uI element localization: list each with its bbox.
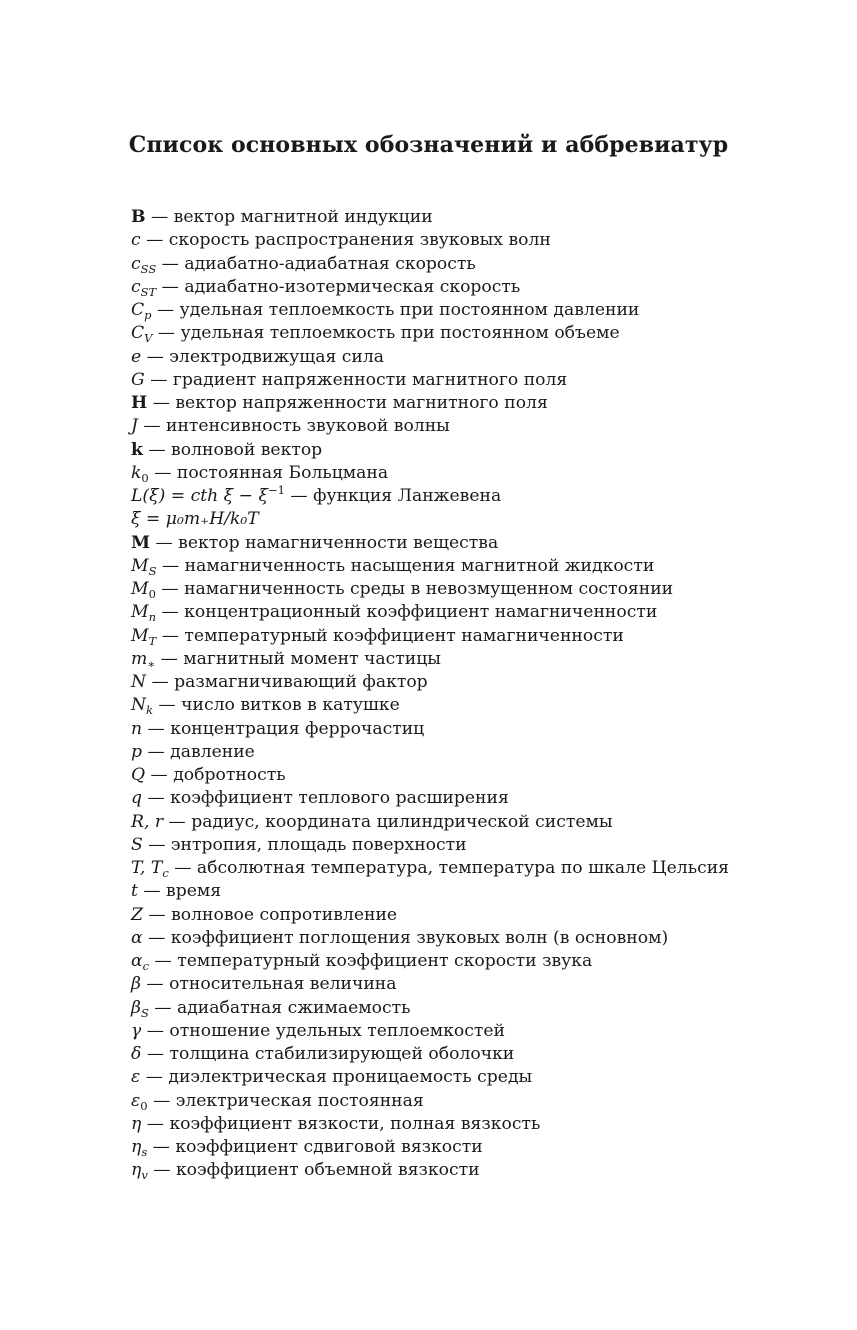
description: отношение удельных теплоемкостей xyxy=(169,1020,505,1041)
symbol: β xyxy=(131,997,141,1018)
list-item: η — коэффициент вязкости, полная вязкость xyxy=(131,1113,541,1134)
description: абсолютная температура, температура по шкале Цельсия xyxy=(196,858,730,878)
description: намагниченность среды в невозмущенном состоянии xyxy=(184,579,674,599)
list-item: $N_k$ — число витков в катушке xyxy=(131,695,400,718)
description: диэлектрическая проницаемость среды xyxy=(168,1067,533,1088)
description: энтропия, площадь поверхности xyxy=(170,834,467,855)
list-item: $\beta_S$ — адиабатная сжимаемость xyxy=(131,997,411,1020)
symbol: M xyxy=(131,555,149,576)
symbol: ε xyxy=(131,1067,141,1088)
description: удельная теплоемкость при постоянном объеме xyxy=(180,323,620,344)
symbol: G xyxy=(131,369,145,390)
description: коэффициент объемной вязкости xyxy=(175,1160,480,1181)
list-item: $\varepsilon_0$ — электрическая постоянная xyxy=(131,1090,424,1113)
description: коэффициент поглощения звуковых волн (в основном) xyxy=(170,927,669,948)
symbol: γ xyxy=(131,1020,142,1041)
description: градиент напряженности магнитного поля xyxy=(172,369,568,390)
list-item: G — градиент напряженности магнитного поля xyxy=(131,369,568,390)
list-item: $\eta_v$ — коэффициент объемной вязкости xyxy=(131,1160,480,1183)
list-item: H — вектор напряженности магнитного поля xyxy=(131,393,548,413)
page-title: Список основных обозначений и аббревиатур xyxy=(128,132,729,158)
description: температурный коэффициент намагниченности xyxy=(184,625,624,646)
description: электрическая постоянная xyxy=(175,1090,424,1111)
subscript: ST xyxy=(140,284,157,299)
subscript: S xyxy=(140,1005,149,1020)
symbol: H xyxy=(131,393,148,413)
description: концентрация феррочастиц xyxy=(170,718,425,739)
subscript: c xyxy=(162,866,169,880)
symbol: M xyxy=(131,602,149,623)
symbol: m xyxy=(131,648,148,669)
list-item: α — коэффициент поглощения звуковых волн (в основном) xyxy=(131,927,669,948)
list-item: R, r — радиус, координата цилиндрической системы xyxy=(131,811,613,832)
description: концентрационный коэффициент намагниченности xyxy=(184,602,658,623)
symbol: Z xyxy=(131,904,143,925)
subscript: SS xyxy=(140,261,157,276)
superscript: −1 xyxy=(267,483,285,497)
symbol: C xyxy=(131,323,145,344)
list-item: β — относительная величина xyxy=(131,974,397,995)
subscript: 0 xyxy=(148,587,156,601)
list-item: $k_0$ — постоянная Больцмана xyxy=(131,462,389,485)
list-item: p — давление xyxy=(131,741,255,762)
list-item: T, $T_c$ — абсолютная температура, температура по шкале Цельсия xyxy=(131,858,730,880)
description: постоянная Больцмана xyxy=(176,462,389,483)
list-item: n — концентрация феррочастиц xyxy=(131,718,425,739)
description: волновой вектор xyxy=(171,439,323,460)
description: коэффициент вязкости, полная вязкость xyxy=(169,1113,541,1134)
subscript: v xyxy=(141,1168,148,1183)
symbol: ε xyxy=(131,1090,141,1111)
subscript: 0 xyxy=(140,1098,148,1113)
description: электродвижущая сила xyxy=(169,346,385,367)
list-item: B — вектор магнитной индукции xyxy=(131,207,433,227)
list-item: S — энтропия, площадь поверхности xyxy=(131,834,467,855)
symbol: M xyxy=(131,625,149,646)
description: скорость распространения звуковых волн xyxy=(168,230,551,251)
symbol: B xyxy=(131,207,146,227)
description: адиабатная сжимаемость xyxy=(176,997,411,1018)
subscript: p xyxy=(144,308,152,322)
symbol: L(ξ) = cth ξ − ξ xyxy=(131,486,268,506)
description: добротность xyxy=(173,765,286,785)
notation-list xyxy=(131,206,831,1183)
list-item: c — скорость распространения звуковых волн xyxy=(131,230,551,251)
list-item: γ — отношение удельных теплоемкостей xyxy=(131,1020,505,1041)
description: магнитный момент частицы xyxy=(183,648,441,669)
description: размагничивающий фактор xyxy=(174,672,428,692)
symbol: α xyxy=(131,951,143,971)
subscript: n xyxy=(148,610,157,625)
symbol: e xyxy=(131,346,142,367)
list-item: $c_{SS}$ — адиабатно-адиабатная скорость xyxy=(131,253,476,276)
symbol: β xyxy=(131,974,141,995)
symbol: M xyxy=(131,532,151,553)
subscript: s xyxy=(141,1145,148,1159)
list-item: $M_n$ — концентрационный коэффициент намагниченности xyxy=(131,602,658,625)
symbol: k xyxy=(131,462,142,483)
list-item: ε — диэлектрическая проницаемость среды xyxy=(131,1067,533,1088)
list-item: k — волновой вектор xyxy=(131,439,323,460)
symbol: η xyxy=(131,1160,142,1181)
symbol: p xyxy=(131,741,143,762)
subscript: c xyxy=(142,959,150,973)
description: коэффициент сдвиговой вязкости xyxy=(175,1137,483,1157)
subscript: ∗ xyxy=(147,656,156,671)
description: время xyxy=(166,881,222,902)
subscript: V xyxy=(144,331,153,346)
description: удельная теплоемкость при постоянном давлении xyxy=(179,300,640,320)
symbol: c xyxy=(131,230,141,251)
list-item: J — интенсивность звуковой волны xyxy=(131,416,450,437)
list-item: q — коэффициент теплового расширения xyxy=(131,788,509,809)
description: адиабатно-адиабатная скорость xyxy=(184,253,476,274)
description: адиабатно-изотермическая скорость xyxy=(184,276,521,297)
description: функция Ланжевена xyxy=(313,486,502,506)
description: температурный коэффициент скорости звука xyxy=(177,951,593,971)
list-item: $M_0$ — намагниченность среды в невозмущенном состоянии xyxy=(131,579,674,601)
description: волновое сопротивление xyxy=(171,904,398,925)
description: намагниченность насыщения магнитной жидкости xyxy=(184,555,655,576)
formula: ξ = μ₀m₊H/k₀T xyxy=(131,509,259,530)
subscript: 0 xyxy=(141,470,149,485)
list-item: δ — толщина стабилизирующей оболочки xyxy=(131,1044,515,1064)
symbol: N xyxy=(131,672,147,692)
list-item: $C_V$ — удельная теплоемкость при постоянном объеме xyxy=(131,323,620,346)
description: коэффициент теплового расширения xyxy=(170,788,509,809)
symbol: R, r xyxy=(131,811,164,832)
list-item: Z — волновое сопротивление xyxy=(131,904,398,925)
symbol: T, T xyxy=(131,858,163,878)
list-item: $c_{ST}$ — адиабатно-изотермическая скорость xyxy=(131,276,521,299)
description: вектор напряженности магнитного поля xyxy=(175,393,548,413)
symbol: α xyxy=(131,927,143,948)
symbol: Q xyxy=(131,765,146,785)
list-item: e — электродвижущая сила xyxy=(131,346,385,367)
list-item: $M_T$ — температурный коэффициент намагниченности xyxy=(131,625,624,648)
list-item: M — вектор намагниченности вещества xyxy=(131,532,499,553)
description: вектор намагниченности вещества xyxy=(178,532,499,553)
symbol: c xyxy=(131,276,141,297)
symbol: η xyxy=(131,1137,142,1157)
subscript: T xyxy=(148,633,157,648)
list-item: $M_S$ — намагниченность насыщения магнитной жидкости xyxy=(131,555,655,578)
description: радиус, координата цилиндрической системы xyxy=(191,811,613,832)
symbol: δ xyxy=(131,1044,142,1064)
list-item: Q — добротность xyxy=(131,765,286,785)
description: относительная величина xyxy=(169,974,397,995)
list-item: $\eta_s$ — коэффициент сдвиговой вязкости xyxy=(131,1137,483,1159)
symbol: S xyxy=(131,834,143,855)
description: толщина стабилизирующей оболочки xyxy=(169,1044,515,1064)
list-item: L(ξ) = cth $\xi - \xi^{-1}$ — функция Ланжевена xyxy=(131,483,502,506)
description: вектор магнитной индукции xyxy=(173,207,433,227)
symbol: n xyxy=(131,718,143,739)
symbol: J xyxy=(131,416,138,437)
description: интенсивность звуковой волны xyxy=(166,416,450,437)
list-item: N — размагничивающий фактор xyxy=(131,672,428,692)
subscript: k xyxy=(146,703,154,718)
list-item: t — время xyxy=(131,881,222,902)
list-item: $m_∗$ — магнитный момент частицы xyxy=(131,648,441,671)
list-item xyxy=(131,508,831,531)
list-item: $C_p$ — удельная теплоемкость при постоянном давлении xyxy=(131,300,640,322)
description: давление xyxy=(170,741,255,762)
subscript: S xyxy=(148,563,157,578)
symbol: η xyxy=(131,1113,142,1134)
description: число витков в катушке xyxy=(181,695,400,716)
symbol: k xyxy=(131,439,143,460)
list-item: $\alpha_c$ — температурный коэффициент скорости звука xyxy=(131,951,593,973)
symbol: c xyxy=(131,253,141,274)
symbol: t xyxy=(131,881,138,902)
symbol: M xyxy=(131,579,149,599)
symbol: q xyxy=(131,788,143,809)
symbol: C xyxy=(131,300,145,320)
symbol: N xyxy=(131,695,147,716)
